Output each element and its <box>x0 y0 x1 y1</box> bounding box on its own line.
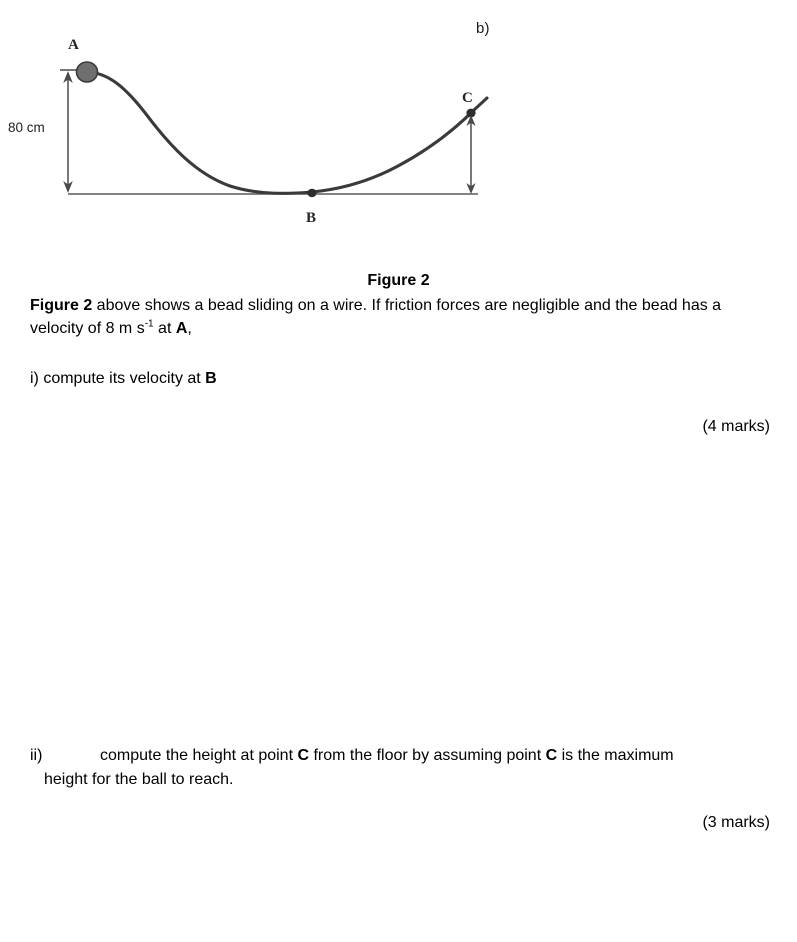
question-i <box>30 367 630 390</box>
question-ii-point-c-2: C <box>545 747 558 764</box>
question-ii-text-1: compute the height at point <box>100 747 298 764</box>
question-stem <box>30 294 775 340</box>
question-i-point-b: B <box>205 370 217 387</box>
question-ii-text-2: from the floor by assuming point <box>309 747 546 764</box>
point-a-label: A <box>68 37 79 53</box>
stem-lead-bold: Figure 2 <box>30 297 93 314</box>
marks-question-i: (4 marks) <box>702 418 770 435</box>
stem-superscript: -1 <box>144 318 154 330</box>
bead-on-wire-svg <box>0 22 530 242</box>
figure-2-diagram <box>0 22 530 242</box>
height-dimension-label: 80 cm <box>8 120 45 135</box>
c-height-arrow <box>466 115 475 194</box>
bead-marker <box>77 62 98 82</box>
point-c-label: C <box>462 90 473 106</box>
stem-point-a: A <box>175 320 188 337</box>
stem-text-2: at <box>153 320 176 337</box>
stem-text-1: above shows a bead sliding on a wire. If friction forces are negligible and the bead has a velocity of 8 m s <box>30 297 722 337</box>
question-ii <box>30 744 770 792</box>
question-i-text: i) compute its velocity at <box>30 370 206 387</box>
question-ii-text-3: is the maximum <box>557 747 674 764</box>
marks-question-ii: (3 marks) <box>702 814 770 831</box>
question-ii-text-4: height for the ball to reach. <box>44 771 234 788</box>
wire-curve <box>86 72 487 193</box>
question-ii-point-c-1: C <box>297 747 310 764</box>
figure-caption: Figure 2 <box>367 272 430 289</box>
point-b-dot <box>307 189 316 197</box>
stem-text-3: , <box>187 320 192 337</box>
question-ii-number: ii) <box>30 747 43 764</box>
part-label-b: b) <box>476 20 490 37</box>
point-b-label: B <box>306 210 317 226</box>
height-dimension-arrow <box>63 71 73 193</box>
